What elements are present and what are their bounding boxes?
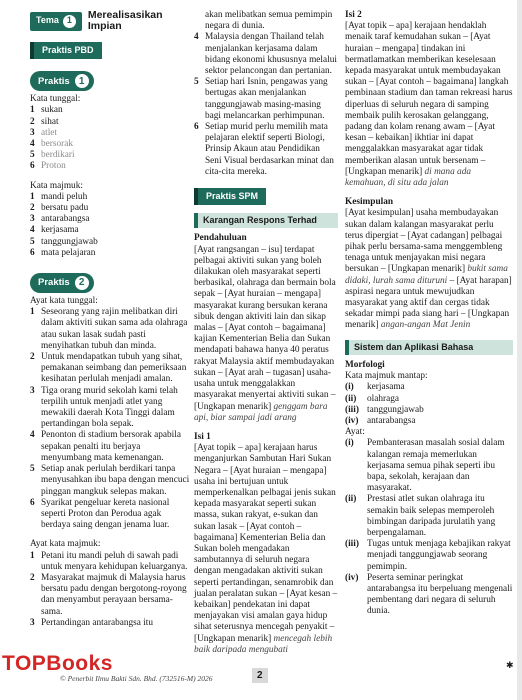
praktis-2-number: 2 — [74, 275, 90, 291]
list-item — [30, 105, 190, 116]
kesimpulan-paragraph — [345, 208, 513, 331]
list-item-number: (iii) — [345, 404, 359, 415]
list-item-text: Syarikat pengeluar kereta nasional seperti Proton dan Perodua agak berdaya saing dengan jenama luar. — [41, 497, 170, 531]
list-item-text: antarabangsa — [41, 214, 90, 225]
logo-top-text: TOP — [2, 652, 47, 675]
ayat-tunggal-heading: Ayat kata tunggal: — [30, 296, 98, 307]
praktis-spm-badge: Praktis SPM — [194, 188, 266, 205]
pendahuluan-heading: Pendahuluan — [194, 233, 247, 244]
list-item-text: berdikari — [41, 150, 75, 161]
list-item — [345, 405, 513, 416]
list-item-text: Setiap murid perlu memilih mata pelajaran elektif seperti Biologi, Prinsip Akaun atau Pendidikan Seni Visual berdasarkan minat dan cita-cita mereka. — [205, 122, 334, 177]
kata-tunggal-list — [30, 105, 190, 172]
list-item-number: 4 — [194, 32, 199, 43]
list-item-number: 2 — [30, 116, 35, 127]
list-item-text: sihat — [41, 116, 59, 127]
praktis-2-badge — [30, 273, 94, 293]
list-item-number: (ii) — [345, 494, 357, 505]
list-item-number: 6 — [30, 247, 35, 258]
list-item-text: antarabangsa — [367, 415, 416, 426]
list-item — [30, 225, 190, 236]
kata-tunggal-heading: Kata tunggal: — [30, 94, 81, 105]
list-item-number: 3 — [30, 127, 35, 138]
list-item-text: kerjasama — [41, 225, 79, 236]
page-edge — [517, 0, 522, 700]
list-item-number: 5 — [194, 77, 199, 88]
tema-number: 1 — [63, 15, 76, 28]
list-item — [30, 430, 190, 464]
list-item — [345, 573, 513, 618]
list-item-text: atlet — [41, 127, 58, 138]
logo-books-text: Books — [46, 652, 113, 675]
list-item-number: 6 — [194, 122, 199, 133]
praktis-1-badge — [30, 71, 94, 91]
isi1-paragraph — [194, 443, 338, 656]
praktis-1-label: Praktis — [38, 75, 70, 87]
list-item-text: Tugas untuk menjaga kebajikan rakyat menjadi tanggungjawab seorang pemimpin. — [367, 539, 511, 572]
sistem-section-title: Sistem dan Aplikasi Bahasa — [345, 340, 513, 355]
list-item — [345, 539, 513, 573]
list-item-text: bersorak — [41, 139, 74, 150]
list-item-number: 3 — [30, 214, 35, 225]
page-number: 2 — [252, 668, 268, 683]
pendahuluan-paragraph — [194, 245, 338, 424]
list-item-number: 1 — [30, 105, 35, 116]
list-item-text: Tiga orang murid sekolah kami telah terpilih untuk menjadi atlet yang mewakili daerah Kota Tinggi dalam pertandingan bola sepak. — [41, 385, 178, 430]
ayat-tunggal-list — [30, 307, 190, 531]
list-item — [194, 77, 338, 122]
isi1-text: [Ayat topik – apa] kerajaan harus menganjurkan Sambutan Hari Sukan Negara – [Ayat huraian – mengapa] usaha ini bertujuan untuk memperkenalkan pelbagai jenis sukan kepada masyarakat seperti sukan massa, sukan rakyat, e-sukan dan sukan lasak – [Ayat contoh – bagaimana] Kementerian Belia dan Sukan boleh mengadakan sambutannya di seluruh negara dengan mengadakan aktiviti sukan seperti pertandingan, senamrobik dan jualan peralatan sukan – [Ayat kesan – kebaikan] pendekatan ini dapat menjayakan visi amalan gaya hidup sihat seterusnya mencegah penyakit – [Ungkapan menarik] — [194, 443, 338, 644]
list-item-number: (iv) — [345, 572, 359, 583]
list-item — [30, 161, 190, 172]
karangan-section-title: Karangan Respons Terhad — [194, 213, 338, 228]
list-item-text: akan melibatkan semua pemimpin negara di dunia. — [205, 10, 333, 32]
isi2-paragraph — [345, 21, 513, 189]
list-item — [30, 139, 190, 150]
list-item-text: Pembanterasan masalah sosial dalam kalangan remaja memerlukan kerjasama semua pihak seperti ibu bapa, sekolah, kerajaan dan masyarakat. — [367, 438, 505, 494]
list-item-number: 6 — [30, 161, 35, 172]
kata-majmuk-list — [30, 192, 190, 259]
list-item-number: 5 — [30, 464, 35, 475]
list-item-text: Setiap hari Isnin, pengawas yang bertugas akan menjalankan tanggungjawab masing-masing bagi melancarkan perhimpunan. — [205, 77, 328, 121]
list-item-number: 3 — [30, 617, 35, 628]
list-item-text: bersatu padu — [41, 203, 89, 214]
tema-label: Tema — [36, 15, 59, 26]
list-item-text: Petani itu mandi peluh di sawah padi untuk menyara kehidupan keluarganya. — [41, 550, 188, 572]
pendahuluan-text: [Ayat rangsangan – isu] terdapat pelbagai aktiviti sukan yang boleh dilakukan oleh masyarakat seperti berbasikal, olahraga dan bermain bola sepak – [Ayat huraian – mengapa] masyarakat kurang bersukan kerana sibuk dengan aktiviti lain dan sikap malas – [Ayat contoh – bagaimana] kajian Kementerian Belia dan Sukan mendapati bahawa hanya 40 peratus rakyat Malaysia aktif membudayakan sukan – [Ayat arah – tugasan] usaha-usaha untuk menggalakkan masyarakat menyertai aktiviti sukan – [Ungkapan menarik] — [194, 244, 336, 412]
list-item-number: 2 — [30, 352, 35, 363]
list-item — [30, 248, 190, 259]
tick-mark-icon: ✱ — [506, 660, 514, 670]
praktis-1-number: 1 — [74, 73, 90, 89]
list-item — [30, 464, 190, 498]
list-item — [30, 214, 190, 225]
kesimpulan-text-2: – [Ayat harapan] aspirasi negara untuk mewujudkan masyarakat yang aktif dan cergas tidak sekadar mimpi pada siang hari – [Ungkapan menarik] — [345, 275, 512, 331]
list-item-number: 2 — [30, 572, 35, 583]
list-item — [345, 394, 513, 405]
list-item-number: (ii) — [345, 393, 357, 404]
isi2-heading: Isi 2 — [345, 10, 362, 20]
mantap-list — [345, 382, 513, 427]
list-item-number: 1 — [30, 307, 35, 318]
column-left — [30, 10, 190, 629]
ayat-majmuk-list — [30, 551, 190, 629]
list-item-text: tanggungjawab — [367, 404, 424, 415]
list-item — [30, 128, 190, 139]
list-item — [194, 122, 338, 178]
list-item — [345, 494, 513, 539]
list-item — [30, 386, 190, 431]
isi1-quote: mencegah lebih baik daripada mengubati — [194, 633, 333, 655]
pendahuluan-quote: genggam bara api, biar sampai jadi arang — [194, 401, 328, 423]
list-item-text: sukan — [41, 105, 63, 116]
list-item-text: Penonton di stadium bersorak apabila sepakan penalti itu berjaya menyumbang mata kemenangan. — [41, 430, 181, 463]
list-item — [30, 618, 190, 629]
list-item-number: (i) — [345, 438, 354, 449]
list-item-text: Setiap anak perlulah berdikari tanpa menyusahkan ibu bapa dengan mencuci pinggan mangkuk selepas makan. — [41, 464, 190, 497]
kesimpulan-quote-2: angan-angan Mat Jenin — [380, 320, 471, 331]
list-item-text: kerjasama — [367, 382, 405, 393]
list-item-text: Masyarakat majmuk di Malaysia harus bersatu padu dengan bergotong-royong dan menyambut perayaan bersama-sama. — [41, 572, 187, 617]
list-item-number: 1 — [30, 550, 35, 561]
list-item-number: 1 — [30, 191, 35, 202]
list-item — [194, 10, 338, 32]
tema-title: Merealisasikan Impian — [87, 9, 163, 32]
ayat-majmuk-heading: Ayat kata majmuk: — [30, 539, 101, 550]
list-item-text: Prestasi atlet sukan olahraga itu semakin baik selepas memperoleh bimbingan daripada jurulatih yang berpengalaman. — [367, 494, 496, 538]
list-item — [345, 438, 513, 494]
ayat-list — [345, 438, 513, 617]
praktis-pbd-badge: Praktis PBD — [30, 42, 102, 59]
list-item-number: 5 — [30, 150, 35, 161]
list-item-text: Seseorang yang rajin melibatkan diri dalam aktiviti sukan sama ada olahraga atau sukan lasak sudah pasti menyihatkan tubuh dan minda. — [41, 307, 188, 351]
list-item — [30, 573, 190, 618]
list-item-number: 2 — [30, 203, 35, 214]
mantap-heading: Kata majmuk mantap: — [345, 371, 428, 382]
list-item-number: 4 — [30, 430, 35, 441]
praktis-2-label: Praktis — [38, 277, 70, 289]
morfologi-heading: Morfologi — [345, 359, 385, 370]
copyright-text: © Penerbit Ilmu Bakti Sdn. Bhd. (732516-M) 2026 — [60, 674, 213, 683]
list-item-text: Malaysia dengan Thailand telah menjalankan kerjasama dalam bidang ekonomi khususnya melalui sektor pelancongan dan pertanian. — [205, 32, 337, 77]
column-right — [345, 10, 513, 618]
list-item — [30, 498, 190, 532]
isi2-text: [Ayat topik – apa] kerajaan hendaklah menaik taraf kemudahan sukan – [Ayat huraian – mengapa] tindakan ini bermatlamatkan memberikan keselesaan kepada masyarakat untuk membudayakan sukan – [Ayat contoh – bagaimana] langkah pembinaan stadium dan taman rekreasi harus diperluas di seluruh negara di samping membaik pulih kerosakan gelanggang, padang dan kolam renang awam – [Ayat kesan – kebaikan] ikhtiar ini dapat menggalakkan masyarakat agar tidak memberikan alasan untuk bersenam – [Ungkapan menarik] — [345, 21, 513, 177]
list-item-number: (i) — [345, 382, 354, 393]
list-item-text: Untuk mendapatkan tubuh yang sihat, pemakanan seimbang dan pemeriksaan kesihatan perlulah menjadi amalan. — [41, 352, 187, 385]
list-item-text: olahraga — [367, 393, 400, 404]
kata-majmuk-heading: Kata majmuk: — [30, 180, 83, 191]
list-item-number: (iv) — [345, 415, 359, 426]
list-item — [345, 416, 513, 427]
list-item — [30, 117, 190, 128]
list-item — [30, 203, 190, 214]
kesimpulan-heading: Kesimpulan — [345, 197, 394, 208]
list-item-text: Pertandingan antarabangsa itu — [41, 617, 154, 628]
list-item — [30, 192, 190, 203]
list-item-number: 3 — [30, 385, 35, 396]
list-item-number: 6 — [30, 497, 35, 508]
isi2-quote: di mana ada kemahuan, di situ ada jalan — [345, 166, 472, 189]
list-item-text: Peserta seminar peringkat antarabangsa itu berpeluang mengenali pembentang dari negara di seluruh dunia. — [367, 572, 513, 617]
list-item-number: (iii) — [345, 539, 359, 550]
list-item-text: Proton — [41, 161, 66, 172]
list-item — [345, 382, 513, 393]
list-item-number — [194, 10, 205, 32]
list-item — [30, 307, 190, 352]
list-item — [194, 32, 338, 77]
list-item-number: 4 — [30, 139, 35, 150]
list-item-text: mata pelajaran — [41, 247, 96, 258]
ayat-majmuk-continued-list — [194, 10, 338, 178]
list-item-text: tanggungjawab — [41, 236, 98, 247]
list-item-number: 5 — [30, 236, 35, 247]
list-item — [30, 551, 190, 573]
kesimpulan-quote-1: bukit sama didaki, lurah sama dituruni — [345, 264, 508, 286]
column-middle — [194, 10, 338, 656]
tema-badge — [30, 12, 82, 31]
ayat-heading: Ayat: — [345, 427, 365, 438]
tema-header — [30, 10, 190, 32]
list-item — [30, 352, 190, 386]
list-item — [30, 150, 190, 161]
list-item-number: 4 — [30, 225, 35, 236]
list-item — [30, 237, 190, 248]
isi1-heading: Isi 1 — [194, 431, 211, 442]
list-item-text: mandi peluh — [41, 191, 88, 202]
kesimpulan-text: [Ayat kesimpulan] usaha membudayakan sukan dalam kalangan masyarakat perlu terus dipergiat – [Ayat cadangan] pelbagai pihak perlu bersama-sama menggembleng tenaga untuk menjayakan misi negara bersukan – [Ungkapan menarik] — [345, 208, 503, 275]
